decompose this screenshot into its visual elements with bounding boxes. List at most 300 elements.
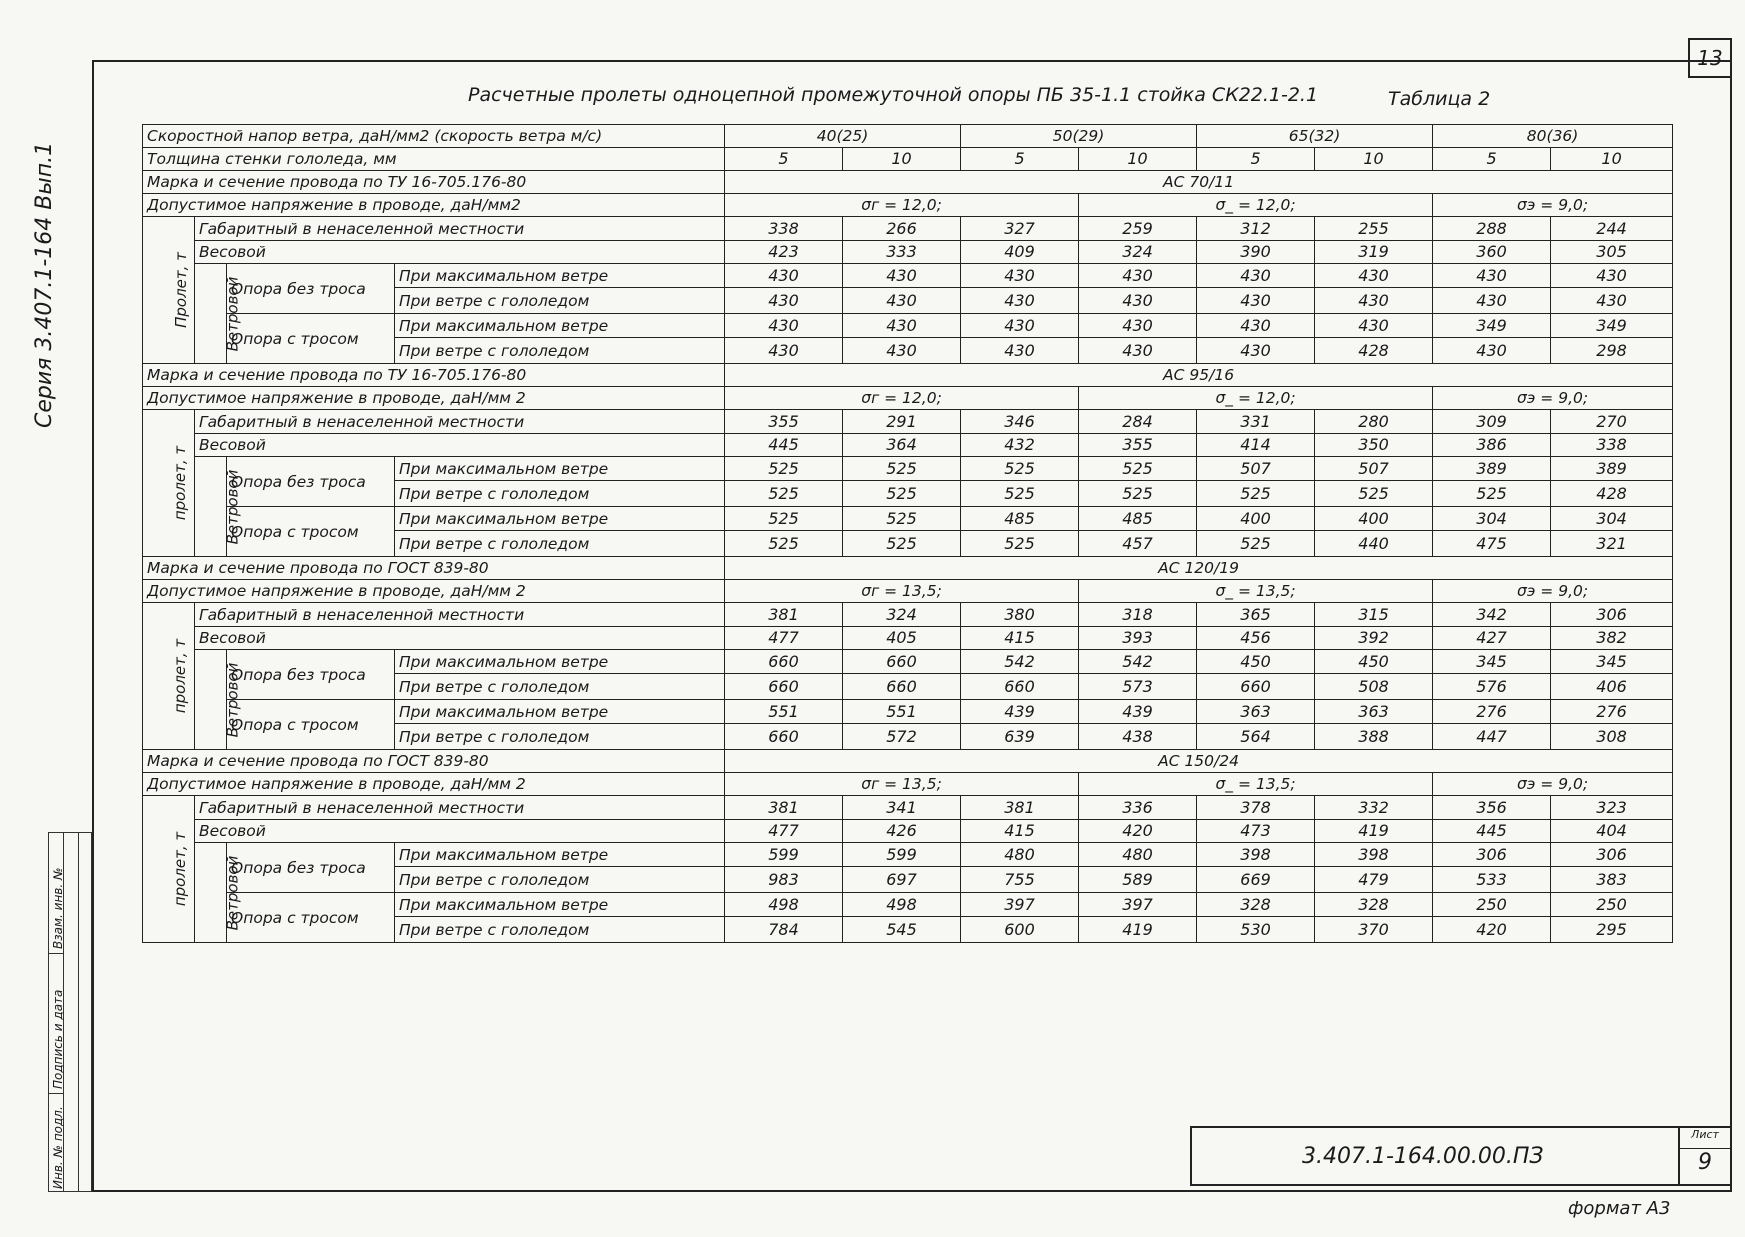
- span-value: 397: [1079, 893, 1197, 917]
- stress-value: σг = 13,5;: [725, 773, 1079, 796]
- span-label: пролет, т: [171, 638, 190, 714]
- span-value: 430: [1197, 264, 1315, 288]
- span-label-cell: [143, 796, 195, 943]
- span-value: 427: [1433, 627, 1551, 650]
- span-value: 430: [961, 264, 1079, 288]
- span-value: 404: [1551, 820, 1673, 843]
- load-condition: При ветре с гололедом: [395, 338, 725, 364]
- span-value: 430: [1551, 288, 1673, 314]
- span-value: 430: [1079, 314, 1197, 338]
- span-value: 430: [1079, 288, 1197, 314]
- span-value: 398: [1315, 843, 1433, 867]
- span-value: 525: [1079, 481, 1197, 507]
- row-label: Весовой: [195, 434, 725, 457]
- span-value: 345: [1433, 650, 1551, 674]
- span-value: 398: [1197, 843, 1315, 867]
- span-value: 381: [725, 603, 843, 627]
- span-value: 345: [1551, 650, 1673, 674]
- wire-row: [143, 171, 1673, 194]
- wire-grade: АС 150/24: [725, 750, 1673, 773]
- span-row: [143, 434, 1673, 457]
- load-condition: При максимальном ветре: [395, 843, 725, 867]
- span-value: 346: [961, 410, 1079, 434]
- span-value: 378: [1197, 796, 1315, 820]
- stress-row: [143, 773, 1673, 796]
- support-with-cable: Опора с тросом: [227, 314, 395, 364]
- span-value: 498: [843, 893, 961, 917]
- span-value: 295: [1551, 917, 1673, 943]
- stress-value: σ_ = 12,0;: [1079, 194, 1433, 217]
- load-condition: При ветре с гололедом: [395, 531, 725, 557]
- span-value: 420: [1433, 917, 1551, 943]
- span-value: 255: [1315, 217, 1433, 241]
- span-value: 525: [1433, 481, 1551, 507]
- wire-label: Марка и сечение провода по ТУ 16-705.176-80: [143, 171, 725, 194]
- span-row: [143, 700, 1673, 724]
- span-value: 639: [961, 724, 1079, 750]
- span-value: 530: [1197, 917, 1315, 943]
- wind-span-cell: [195, 843, 242, 943]
- span-value: 551: [725, 700, 843, 724]
- span-value: 315: [1315, 603, 1433, 627]
- span-value: 430: [725, 314, 843, 338]
- span-value: 573: [1079, 674, 1197, 700]
- row-label: Весовой: [195, 627, 725, 650]
- span-value: 542: [1079, 650, 1197, 674]
- stress-value: σэ = 9,0;: [1433, 773, 1673, 796]
- span-value: 525: [843, 457, 961, 481]
- wire-grade: АС 120/19: [725, 557, 1673, 580]
- wire-label: Марка и сечение провода по ТУ 16-705.176-80: [143, 364, 725, 387]
- stamp-inventory: Инв. № подл.: [51, 1106, 65, 1189]
- load-condition: При максимальном ветре: [395, 264, 725, 288]
- span-value: 525: [1079, 457, 1197, 481]
- span-value: 244: [1551, 217, 1673, 241]
- row-label: Габаритный в ненаселенной местности: [195, 410, 725, 434]
- span-value: 450: [1315, 650, 1433, 674]
- stress-value: σ_ = 12,0;: [1079, 387, 1433, 410]
- span-row: [143, 603, 1673, 627]
- span-value: 525: [1197, 531, 1315, 557]
- row-label: Габаритный в ненаселенной местности: [195, 603, 725, 627]
- wind-span-label: Ветровой: [223, 469, 242, 544]
- span-value: 533: [1433, 867, 1551, 893]
- span-value: 430: [725, 264, 843, 288]
- wire-row: [143, 557, 1673, 580]
- span-value: 266: [843, 217, 961, 241]
- span-value: 457: [1079, 531, 1197, 557]
- span-value: 356: [1433, 796, 1551, 820]
- span-value: 304: [1433, 507, 1551, 531]
- span-value: 450: [1197, 650, 1315, 674]
- load-condition: При максимальном ветре: [395, 650, 725, 674]
- wind-span-label: Ветровой: [223, 855, 242, 930]
- span-value: 393: [1079, 627, 1197, 650]
- span-value: 600: [961, 917, 1079, 943]
- span-value: 485: [961, 507, 1079, 531]
- wind-group: 65(32): [1197, 125, 1433, 148]
- span-value: 319: [1315, 241, 1433, 264]
- span-value: 291: [843, 410, 961, 434]
- wind-span-label: Ветровой: [223, 662, 242, 737]
- span-value: 370: [1315, 917, 1433, 943]
- span-value: 428: [1315, 338, 1433, 364]
- span-value: 447: [1433, 724, 1551, 750]
- span-value: 324: [843, 603, 961, 627]
- stress-label: Допустимое напряжение в проводе, даН/мм 2: [143, 580, 725, 603]
- span-row: [143, 650, 1673, 674]
- load-condition: При максимальном ветре: [395, 893, 725, 917]
- load-condition: При максимальном ветре: [395, 507, 725, 531]
- support-with-cable: Опора с тросом: [227, 507, 395, 557]
- span-value: 660: [725, 674, 843, 700]
- span-value: 355: [725, 410, 843, 434]
- span-row: [143, 796, 1673, 820]
- stress-value: σг = 12,0;: [725, 194, 1079, 217]
- span-value: 328: [1197, 893, 1315, 917]
- span-row: [143, 264, 1673, 288]
- span-value: 423: [725, 241, 843, 264]
- span-value: 250: [1433, 893, 1551, 917]
- span-value: 525: [1197, 481, 1315, 507]
- wire-row: [143, 364, 1673, 387]
- span-value: 363: [1315, 700, 1433, 724]
- span-label: Пролет, т: [171, 252, 190, 328]
- span-value: 525: [725, 457, 843, 481]
- span-row: [143, 820, 1673, 843]
- stress-label: Допустимое напряжение в проводе, даН/мм 2: [143, 387, 725, 410]
- span-value: 576: [1433, 674, 1551, 700]
- span-value: 525: [725, 507, 843, 531]
- span-value: 397: [961, 893, 1079, 917]
- stress-value: σэ = 9,0;: [1433, 194, 1673, 217]
- span-row: [143, 457, 1673, 481]
- sheet-box: [1678, 1126, 1732, 1186]
- span-value: 660: [961, 674, 1079, 700]
- ice-value: 10: [1079, 148, 1197, 171]
- support-with-cable: Опора с тросом: [227, 700, 395, 750]
- span-value: 336: [1079, 796, 1197, 820]
- span-value: 589: [1079, 867, 1197, 893]
- span-value: 276: [1551, 700, 1673, 724]
- span-value: 542: [961, 650, 1079, 674]
- span-row: [143, 410, 1673, 434]
- span-value: 430: [1079, 264, 1197, 288]
- span-value: 508: [1315, 674, 1433, 700]
- span-value: 430: [725, 288, 843, 314]
- span-value: 415: [961, 820, 1079, 843]
- span-value: 389: [1433, 457, 1551, 481]
- wind-group: 50(29): [961, 125, 1197, 148]
- row-label: Весовой: [195, 820, 725, 843]
- table-label: Таблица 2: [1388, 88, 1491, 110]
- span-value: 456: [1197, 627, 1315, 650]
- ice-value: 5: [1433, 148, 1551, 171]
- stamp-signature: Подпись и дата: [51, 989, 65, 1089]
- header-wind-row: [143, 125, 1673, 148]
- support-no-cable: Опора без троса: [227, 843, 395, 893]
- span-value: 419: [1315, 820, 1433, 843]
- stress-value: σэ = 9,0;: [1433, 580, 1673, 603]
- span-value: 420: [1079, 820, 1197, 843]
- span-value: 755: [961, 867, 1079, 893]
- series-label: Серия 3.407.1-164 Вып.1: [32, 141, 57, 428]
- span-value: 360: [1433, 241, 1551, 264]
- span-value: 414: [1197, 434, 1315, 457]
- span-value: 332: [1315, 796, 1433, 820]
- span-value: 383: [1551, 867, 1673, 893]
- span-value: 430: [1197, 288, 1315, 314]
- ice-value: 10: [1315, 148, 1433, 171]
- span-value: 572: [843, 724, 961, 750]
- span-value: 400: [1197, 507, 1315, 531]
- span-row: [143, 217, 1673, 241]
- span-value: 430: [1197, 338, 1315, 364]
- span-value: 409: [961, 241, 1079, 264]
- span-value: 338: [725, 217, 843, 241]
- span-value: 324: [1079, 241, 1197, 264]
- span-value: 390: [1197, 241, 1315, 264]
- span-value: 507: [1315, 457, 1433, 481]
- sheet-label: Лист: [1680, 1128, 1730, 1149]
- span-value: 259: [1079, 217, 1197, 241]
- page-title: Расчетные пролеты одноцепной промежуточной опоры ПБ 35-1.1 стойка СК22.1-2.1: [468, 84, 1319, 106]
- stress-label: Допустимое напряжение в проводе, даН/мм 2: [143, 773, 725, 796]
- span-value: 288: [1433, 217, 1551, 241]
- span-value: 525: [961, 481, 1079, 507]
- wire-label: Марка и сечение провода по ГОСТ 839-80: [143, 750, 725, 773]
- stamp-replace: Взам. инв. №: [51, 867, 65, 949]
- span-value: 480: [961, 843, 1079, 867]
- span-value: 473: [1197, 820, 1315, 843]
- span-value: 400: [1315, 507, 1433, 531]
- span-row: [143, 241, 1673, 264]
- span-value: 304: [1551, 507, 1673, 531]
- stress-value: σг = 13,5;: [725, 580, 1079, 603]
- stress-label: Допустимое напряжение в проводе, даН/мм2: [143, 194, 725, 217]
- span-label: пролет, т: [171, 445, 190, 521]
- span-value: 430: [961, 338, 1079, 364]
- row-label: Весовой: [195, 241, 725, 264]
- span-value: 338: [1551, 434, 1673, 457]
- span-value: 415: [961, 627, 1079, 650]
- span-value: 430: [1315, 288, 1433, 314]
- wire-grade: АС 70/11: [725, 171, 1673, 194]
- spans-table: [142, 124, 1673, 943]
- span-value: 349: [1551, 314, 1673, 338]
- span-value: 327: [961, 217, 1079, 241]
- wind-group: 40(25): [725, 125, 961, 148]
- span-value: 312: [1197, 217, 1315, 241]
- span-row: [143, 507, 1673, 531]
- span-value: 350: [1315, 434, 1433, 457]
- span-value: 405: [843, 627, 961, 650]
- span-value: 660: [843, 674, 961, 700]
- span-value: 355: [1079, 434, 1197, 457]
- span-value: 498: [725, 893, 843, 917]
- span-value: 280: [1315, 410, 1433, 434]
- span-value: 430: [843, 264, 961, 288]
- span-value: 475: [1433, 531, 1551, 557]
- support-with-cable: Опора с тросом: [227, 893, 395, 943]
- span-value: 430: [843, 314, 961, 338]
- span-value: 306: [1551, 843, 1673, 867]
- span-value: 270: [1551, 410, 1673, 434]
- span-value: 525: [843, 531, 961, 557]
- span-value: 309: [1433, 410, 1551, 434]
- span-value: 308: [1551, 724, 1673, 750]
- span-value: 479: [1315, 867, 1433, 893]
- span-value: 428: [1551, 481, 1673, 507]
- doc-code: 3.407.1-164.00.00.ПЗ: [1302, 1144, 1544, 1169]
- span-row: [143, 627, 1673, 650]
- span-value: 363: [1197, 700, 1315, 724]
- stress-row: [143, 387, 1673, 410]
- ice-value: 5: [961, 148, 1079, 171]
- span-value: 430: [1315, 314, 1433, 338]
- span-row: [143, 843, 1673, 867]
- span-value: 430: [843, 338, 961, 364]
- span-value: 432: [961, 434, 1079, 457]
- span-value: 388: [1315, 724, 1433, 750]
- span-value: 430: [1433, 264, 1551, 288]
- span-value: 983: [725, 867, 843, 893]
- load-condition: При максимальном ветре: [395, 700, 725, 724]
- span-value: 305: [1551, 241, 1673, 264]
- span-value: 445: [725, 434, 843, 457]
- format-label: формат А3: [1568, 1198, 1671, 1219]
- span-label-cell: [143, 410, 195, 557]
- support-no-cable: Опора без троса: [227, 650, 395, 700]
- span-value: 382: [1551, 627, 1673, 650]
- load-condition: При ветре с гололедом: [395, 724, 725, 750]
- span-value: 439: [1079, 700, 1197, 724]
- span-value: 438: [1079, 724, 1197, 750]
- span-value: 389: [1551, 457, 1673, 481]
- span-value: 525: [1315, 481, 1433, 507]
- span-value: 430: [961, 288, 1079, 314]
- span-value: 660: [843, 650, 961, 674]
- stress-value: σг = 12,0;: [725, 387, 1079, 410]
- wind-group: 80(36): [1433, 125, 1673, 148]
- span-value: 480: [1079, 843, 1197, 867]
- span-value: 328: [1315, 893, 1433, 917]
- ice-value: 5: [725, 148, 843, 171]
- span-label-cell: [143, 217, 195, 364]
- support-no-cable: Опора без троса: [227, 457, 395, 507]
- stress-row: [143, 194, 1673, 217]
- span-value: 599: [725, 843, 843, 867]
- stress-value: σэ = 9,0;: [1433, 387, 1673, 410]
- span-value: 430: [1079, 338, 1197, 364]
- span-value: 342: [1433, 603, 1551, 627]
- span-label: пролет, т: [171, 831, 190, 907]
- load-condition: При ветре с гололедом: [395, 288, 725, 314]
- span-value: 426: [843, 820, 961, 843]
- wire-label: Марка и сечение провода по ГОСТ 839-80: [143, 557, 725, 580]
- span-value: 365: [1197, 603, 1315, 627]
- span-value: 430: [961, 314, 1079, 338]
- span-value: 545: [843, 917, 961, 943]
- ice-label: Толщина стенки гололеда, мм: [143, 148, 725, 171]
- span-value: 660: [725, 724, 843, 750]
- left-stamp: [48, 832, 92, 1192]
- stress-row: [143, 580, 1673, 603]
- span-value: 284: [1079, 410, 1197, 434]
- sheet-number: 13: [1688, 38, 1732, 78]
- span-value: 323: [1551, 796, 1673, 820]
- span-value: 331: [1197, 410, 1315, 434]
- load-condition: При ветре с гололедом: [395, 867, 725, 893]
- wind-span-label: Ветровой: [223, 276, 242, 351]
- span-value: 318: [1079, 603, 1197, 627]
- span-value: 669: [1197, 867, 1315, 893]
- header-ice-row: [143, 148, 1673, 171]
- span-value: 525: [961, 531, 1079, 557]
- span-value: 321: [1551, 531, 1673, 557]
- span-value: 419: [1079, 917, 1197, 943]
- span-value: 439: [961, 700, 1079, 724]
- row-label: Габаритный в ненаселенной местности: [195, 796, 725, 820]
- span-value: 477: [725, 820, 843, 843]
- span-value: 430: [1433, 338, 1551, 364]
- span-value: 430: [1197, 314, 1315, 338]
- ice-value: 10: [843, 148, 961, 171]
- ice-value: 5: [1197, 148, 1315, 171]
- span-value: 430: [1315, 264, 1433, 288]
- wire-grade: АС 95/16: [725, 364, 1673, 387]
- span-value: 525: [725, 531, 843, 557]
- load-condition: При максимальном ветре: [395, 314, 725, 338]
- span-row: [143, 314, 1673, 338]
- wind-span-cell: [195, 650, 242, 750]
- wind-span-cell: [195, 457, 242, 557]
- span-value: 430: [725, 338, 843, 364]
- span-row: [143, 893, 1673, 917]
- span-value: 364: [843, 434, 961, 457]
- span-value: 306: [1433, 843, 1551, 867]
- span-value: 392: [1315, 627, 1433, 650]
- span-value: 551: [843, 700, 961, 724]
- doc-code-box: [1190, 1126, 1678, 1186]
- span-value: 250: [1551, 893, 1673, 917]
- ice-value: 10: [1551, 148, 1673, 171]
- sheet-page: 9: [1698, 1150, 1712, 1175]
- span-label-cell: [143, 603, 195, 750]
- span-value: 406: [1551, 674, 1673, 700]
- span-value: 784: [725, 917, 843, 943]
- wire-row: [143, 750, 1673, 773]
- wind-span-cell: [195, 264, 242, 364]
- span-value: 276: [1433, 700, 1551, 724]
- wind-label: Скоростной напор ветра, даН/мм2 (скорость ветра м/с): [143, 125, 725, 148]
- span-value: 381: [961, 796, 1079, 820]
- span-value: 349: [1433, 314, 1551, 338]
- load-condition: При максимальном ветре: [395, 457, 725, 481]
- span-value: 306: [1551, 603, 1673, 627]
- row-label: Габаритный в ненаселенной местности: [195, 217, 725, 241]
- span-value: 381: [725, 796, 843, 820]
- span-value: 440: [1315, 531, 1433, 557]
- span-value: 298: [1551, 338, 1673, 364]
- stress-value: σ_ = 13,5;: [1079, 580, 1433, 603]
- span-value: 660: [1197, 674, 1315, 700]
- span-value: 477: [725, 627, 843, 650]
- span-value: 333: [843, 241, 961, 264]
- load-condition: При ветре с гололедом: [395, 674, 725, 700]
- span-value: 386: [1433, 434, 1551, 457]
- span-value: 525: [725, 481, 843, 507]
